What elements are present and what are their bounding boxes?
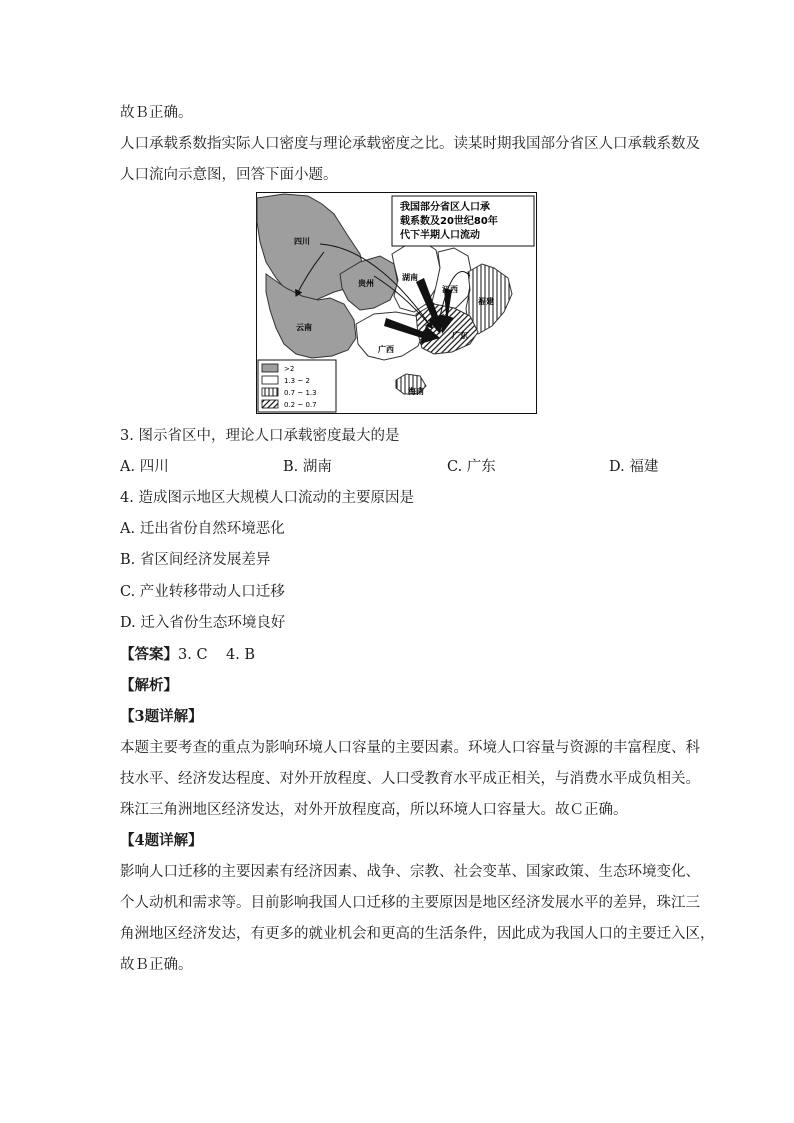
q3-option-d: D. 福建 [609,459,659,475]
detail3-line-1: 本题主要考查的重点为影响环境人口容量的主要因素。环境人口容量与资源的丰富程度、科 [120,740,700,756]
intro-line: 故Ｂ正确。 [120,105,193,121]
q4-option-c: C. 产业转移带动人口迁移 [120,584,285,600]
q3-option-c: C. 广东 [447,459,496,475]
q3-stem: 3. 图示省区中，理论人口承载密度最大的是 [120,428,400,444]
q3-option-b: B. 湖南 [283,459,332,475]
legend-label-4: 0.2 ~ 0.7 [284,401,317,409]
label-jiangxi: 江西 [442,285,458,294]
detail4-line-3: 角洲地区经济发达，有更多的就业机会和更高的生活条件，因此成为我国人口的主要迁入区， [120,926,715,942]
detail3-label: 【3题详解】 [120,708,203,725]
q4-option-a: A. 迁出省份自然环境恶化 [120,521,285,537]
answer-text: 3. C 4. B [178,647,256,663]
legend-swatch-white [262,376,278,384]
detail4-label: 【4题详解】 [120,832,203,849]
answer-label: 【答案】 [120,646,178,663]
label-hainan: 海南 [408,387,424,396]
legend-label-1: >2 [284,365,295,373]
population-map [256,192,537,414]
detail3-line-2: 技水平、经济发达程度、对外开放程度、人口受教育水平成正相关，与消费水平成负相关。 [120,771,700,787]
label-guizhou: 贵州 [358,279,374,288]
q4-option-d: D. 迁入省份生态环境良好 [120,615,286,631]
detail3-line-3: 珠江三角洲地区经济发达，对外开放程度高，所以环境人口容量大。故Ｃ正确。 [120,802,628,818]
detail4-line-4: 故Ｂ正确。 [120,957,193,973]
q4-stem: 4. 造成图示地区大规模人口流动的主要原因是 [120,490,414,506]
map-title-line-1: 我国部分省区人口承 [400,202,490,213]
label-guangdong: 广东 [452,331,468,340]
detail4-line-2: 个人动机和需求等。目前影响我国人口迁移的主要原因是地区经济发展水平的差异，珠江三 [120,895,700,911]
label-sichuan: 四川 [294,237,310,246]
label-guangxi: 广西 [378,345,394,354]
label-fujian: 福建 [478,297,494,306]
label-hunan: 湖南 [402,273,418,282]
legend-label-2: 1.3 ~ 2 [284,377,310,385]
q3-option-a: A. 四川 [120,459,169,475]
detail4-line-1: 影响人口迁移的主要因素有经济因素、战争、宗教、社会变革、国家政策、生态环境变化、 [120,864,700,880]
passage-line-2: 人口流向示意图，回答下面小题。 [120,167,338,183]
passage-line-1: 人口承载系数指实际人口密度与理论承载密度之比。读某时期我国部分省区人口承载系数及 [120,136,700,152]
label-yunnan: 云南 [296,323,312,332]
q4-option-b: B. 省区间经济发展差异 [120,552,271,568]
legend-swatch-gray [262,364,278,372]
analysis-label: 【解析】 [120,677,178,694]
legend-swatch-diagonal [262,400,278,408]
map-title-line-2: 载系数及20世纪80年 [400,216,498,227]
legend-swatch-vertical [262,388,278,396]
legend-label-3: 0.7 ~ 1.3 [284,389,317,397]
answer-line [120,645,255,665]
map-title-line-3: 代下半期人口流动 [400,230,480,241]
